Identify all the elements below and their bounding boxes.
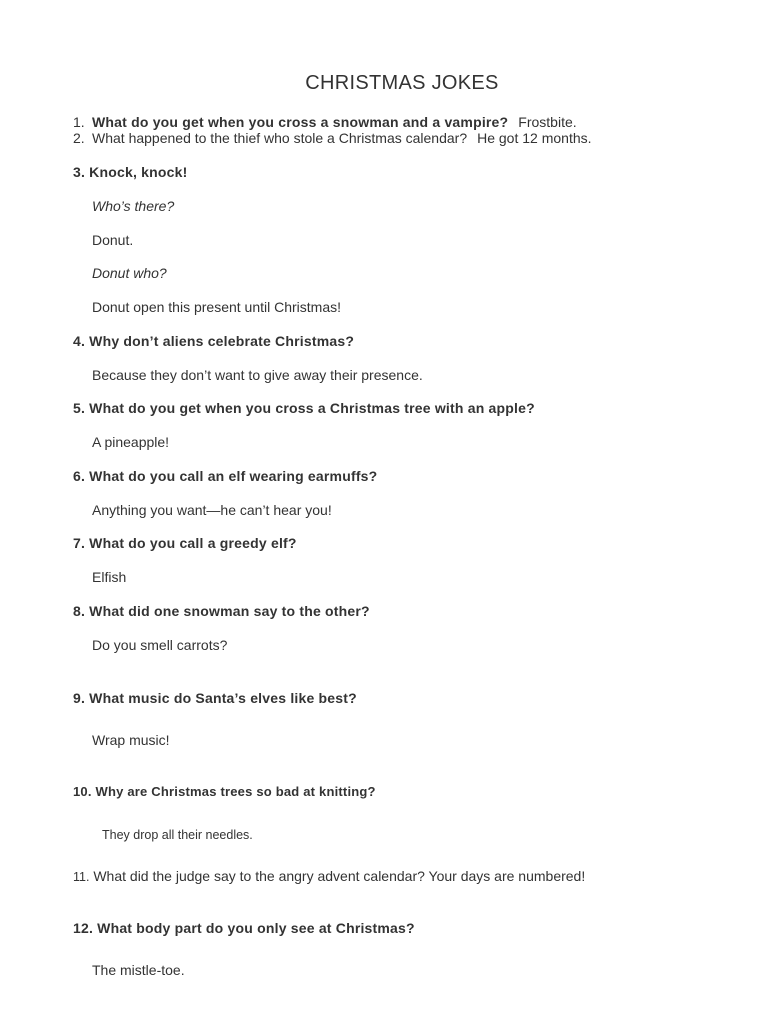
- joke-11-number: 11.: [73, 870, 90, 884]
- joke-9-answer: Wrap music!: [92, 732, 170, 748]
- joke-7-question: [73, 535, 297, 551]
- joke-4-question: [73, 333, 354, 349]
- joke-5-answer: A pineapple!: [92, 434, 170, 450]
- joke-10-question: [73, 784, 376, 800]
- joke-3-line-3: Donut who?: [92, 265, 167, 281]
- joke-3-line-1: Who’s there?: [92, 198, 175, 214]
- joke-12-answer: The mistle-toe.: [92, 962, 185, 978]
- joke-7-question-text: What do you call a greedy elf?: [89, 535, 297, 551]
- joke-5-number: 5.: [73, 400, 86, 416]
- joke-5-question-text: What do you get when you cross a Christmas tree with an apple?: [89, 400, 535, 416]
- joke-3-line-2: Donut.: [92, 232, 134, 248]
- joke-8-question: [73, 603, 370, 619]
- joke-3-line-4: Donut open this present until Christmas!: [92, 299, 342, 315]
- joke-12-question: [73, 920, 415, 936]
- joke-9-question-text: What music do Santa’s elves like best?: [89, 690, 357, 706]
- joke-1-number: 1.: [73, 114, 85, 130]
- page-title: CHRISTMAS JOKES: [305, 72, 499, 94]
- joke-2-question: What happened to the thief who stole a Christmas calendar?: [92, 130, 468, 146]
- joke-3-question: [73, 164, 187, 180]
- joke-7-number: 7.: [73, 535, 86, 551]
- joke-12-question-text: What body part do you only see at Christmas?: [97, 920, 415, 936]
- joke-6-number: 6.: [73, 468, 86, 484]
- joke-9-question: [73, 690, 357, 706]
- joke-8-answer: Do you smell carrots?: [92, 637, 228, 653]
- joke-2-number: 2.: [73, 130, 85, 146]
- joke-9-number: 9.: [73, 690, 86, 706]
- joke-1-answer: Frostbite.: [518, 114, 577, 130]
- joke-1: [73, 114, 577, 130]
- joke-4-question-text: Why don’t aliens celebrate Christmas?: [89, 333, 355, 349]
- joke-3-question-text: Knock, knock!: [89, 164, 188, 180]
- joke-10-number: 10.: [73, 784, 92, 799]
- joke-11: [73, 868, 585, 885]
- joke-6-question: [73, 468, 377, 484]
- joke-2-answer: He got 12 months.: [477, 130, 592, 146]
- joke-4-number: 4.: [73, 333, 86, 349]
- joke-10-question-text: Why are Christmas trees so bad at knitting?: [95, 784, 376, 799]
- joke-8-question-text: What did one snowman say to the other?: [89, 603, 370, 619]
- joke-12-number: 12.: [73, 920, 94, 936]
- joke-4-answer: Because they don’t want to give away their presence.: [92, 367, 423, 383]
- joke-2: [73, 130, 592, 146]
- joke-8-number: 8.: [73, 603, 86, 619]
- joke-5-question: [73, 400, 535, 416]
- joke-1-question: What do you get when you cross a snowman and a vampire?: [92, 114, 509, 130]
- joke-10-answer: They drop all their needles.: [102, 828, 253, 842]
- joke-6-answer: Anything you want—he can’t hear you!: [92, 502, 332, 518]
- joke-3-number: 3.: [73, 164, 86, 180]
- joke-7-answer: Elfish: [92, 569, 127, 585]
- joke-6-question-text: What do you call an elf wearing earmuffs?: [89, 468, 378, 484]
- joke-11-text: What did the judge say to the angry advent calendar? Your days are numbered!: [93, 868, 586, 884]
